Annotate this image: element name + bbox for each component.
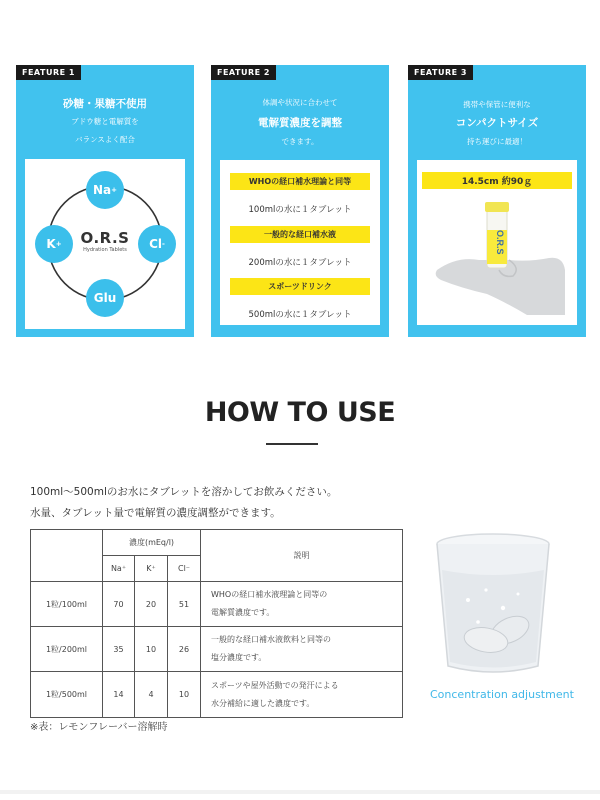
k-cell: 4 <box>135 672 168 718</box>
blank-header <box>31 530 103 582</box>
description-cell: 一般的な経口補水液飲料と同等の 塩分濃度です。 <box>201 627 403 672</box>
table-row <box>31 582 403 627</box>
feature-line: バランスよく配合 <box>75 135 135 144</box>
concentration-header: 濃度(mEq/l) <box>103 530 201 556</box>
glass-illustration <box>428 530 558 680</box>
feature-line: 体調や状況に合わせて <box>262 98 338 107</box>
howto-heading: HOW TO USE <box>204 397 396 428</box>
footer-divider <box>0 790 600 794</box>
size-label: 14.5cm 約90ｇ <box>422 172 572 189</box>
na-cell: 14 <box>103 672 135 718</box>
concentration-table <box>30 529 403 718</box>
intro-line: 100ml～500mlのお水にタブレットを溶かしてお飲みください。 <box>30 486 338 498</box>
na-header: Na⁺ <box>103 556 135 582</box>
table-row <box>31 672 403 718</box>
intro-line: 水量、タブレット量で電解質の濃度調整ができます。 <box>30 507 281 519</box>
feature-title: 電解質濃度を調整 <box>258 117 342 129</box>
feature-tag: FEATURE 1 <box>16 65 81 80</box>
dose-list <box>220 160 380 325</box>
cl-cell: 26 <box>168 627 201 672</box>
dose-label: WHOの経口補水理論と同等 <box>230 173 370 190</box>
ion-cl: Cl - <box>138 225 176 263</box>
feature-card-1 <box>16 65 194 337</box>
ion-diagram <box>25 159 185 329</box>
feature-line: ブドウ糖と電解質を <box>71 117 139 126</box>
ors-logo: O.R.S Hydration Tablets <box>80 229 130 253</box>
feature-line: できます。 <box>281 137 319 146</box>
k-cell: 10 <box>135 627 168 672</box>
dose-cell: 1粒/200ml <box>31 627 103 672</box>
feature-line: 携帯や保管に便利な <box>463 100 531 109</box>
feature-title: コンパクトサイズ <box>455 117 539 129</box>
table-row <box>31 627 403 672</box>
product-panel <box>417 160 577 325</box>
glass-caption: Concentration adjustment <box>430 688 574 701</box>
dose-label: 一般的な経口補水液 <box>230 226 370 243</box>
ion-na: Na + <box>86 171 124 209</box>
ion-glu: Glu <box>86 279 124 317</box>
k-header: K⁺ <box>135 556 168 582</box>
na-cell: 35 <box>103 627 135 672</box>
hand-tube-illustration <box>417 190 577 325</box>
feature-tag: FEATURE 2 <box>211 65 276 80</box>
heading-underline <box>266 443 318 445</box>
dose-value: 500mlの水に１タブレット <box>248 310 352 320</box>
feature-tag: FEATURE 3 <box>408 65 473 80</box>
k-cell: 20 <box>135 582 168 627</box>
dose-label: スポーツドリンク <box>230 278 370 295</box>
dose-value: 100mlの水に１タブレット <box>248 205 352 215</box>
feature-line: 持ち運びに最適！ <box>467 137 527 146</box>
description-cell: スポーツや屋外活動での発汗による 水分補給に適した濃度です。 <box>201 672 403 718</box>
table-note: ※表：レモンフレーバー溶解時 <box>30 722 168 733</box>
tube-logo: O.R.S <box>495 230 505 255</box>
dose-value: 200mlの水に１タブレット <box>248 258 352 268</box>
feature-card-2 <box>211 65 389 337</box>
na-cell: 70 <box>103 582 135 627</box>
ion-k: K + <box>35 225 73 263</box>
description-cell: WHOの経口補水液理論と同等の 電解質濃度です。 <box>201 582 403 627</box>
cl-cell: 51 <box>168 582 201 627</box>
dose-cell: 1粒/100ml <box>31 582 103 627</box>
description-header: 説明 <box>201 530 403 582</box>
cl-header: Cl⁻ <box>168 556 201 582</box>
cl-cell: 10 <box>168 672 201 718</box>
feature-title: 砂糖・果糖不使用 <box>63 98 147 110</box>
dose-cell: 1粒/500ml <box>31 672 103 718</box>
feature-card-3 <box>408 65 586 337</box>
